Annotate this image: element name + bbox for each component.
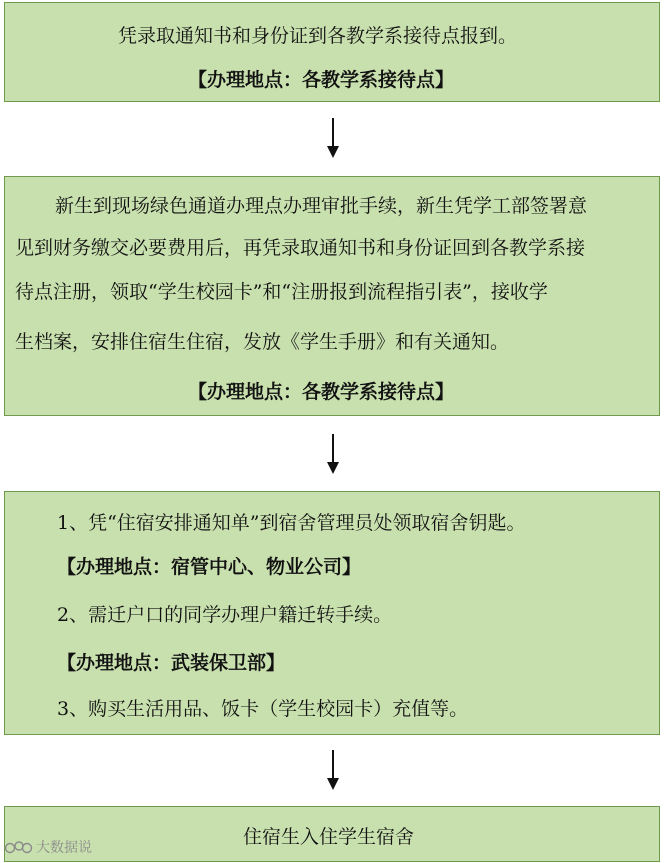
step-1-box: [4, 2, 660, 102]
watermark-text: 大数据说: [36, 840, 92, 856]
step-1-location: 【办理地点：各教学系接待点】: [188, 69, 455, 91]
arrow-down-icon: [324, 118, 342, 160]
step-4-text: 住宿生入住学生宿舍: [243, 826, 415, 848]
step-2-line-4: 生档案，安排住宿生住宿，发放《学生手册》和有关通知。: [15, 331, 510, 353]
watermark: [4, 837, 92, 857]
step-2-line-1: 新生到现场绿色通道办理点办理审批手续，新生凭学工部签署意: [55, 195, 588, 217]
step-3-item-2: 2、需迁户口的同学办理户籍迁转手续。: [57, 604, 393, 626]
step-2-line-2: 见到财务缴交必要费用后，再凭录取通知书和身份证回到各教学系接: [15, 237, 586, 259]
arrow-down-icon: [324, 434, 342, 476]
step-3-location-1: 【办理地点：宿管中心、物业公司】: [57, 556, 362, 578]
step-4-box: [4, 806, 660, 862]
step-2-location: 【办理地点：各教学系接待点】: [188, 381, 455, 403]
step-3-location-2: 【办理地点：武装保卫部】: [57, 652, 286, 674]
step-3-box: [4, 491, 660, 735]
step-2-line-3: 待点注册，领取“学生校园卡”和“注册报到流程指引表”，接收学: [15, 281, 548, 303]
step-3-item-1: 1、凭“住宿安排通知单”到宿舍管理员处领取宿舍钥匙。: [57, 512, 526, 534]
logo-icon: [4, 839, 34, 855]
step-3-item-3: 3、购买生活用品、饭卡（学生校园卡）充值等。: [57, 698, 469, 720]
arrow-down-icon: [324, 750, 342, 792]
step-1-text: 凭录取通知书和身份证到各教学系接待点报到。: [118, 25, 518, 47]
step-2-box: [4, 176, 660, 416]
